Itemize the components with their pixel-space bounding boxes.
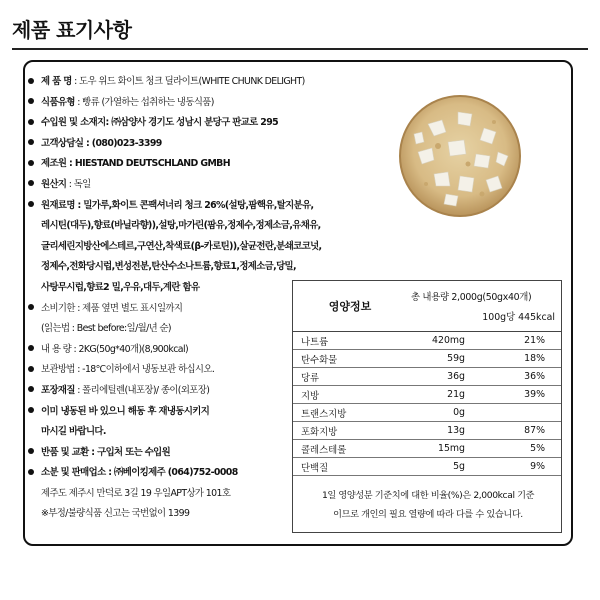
ingredients-line: 글리세린지방산에스테르,구연산,착색료(β-카로틴)),살균전란,분쇄코코넛, bbox=[41, 240, 322, 252]
table-row: 트랜스지방 0g bbox=[293, 404, 561, 422]
product-info-list bbox=[28, 72, 322, 525]
bullet-icon bbox=[28, 98, 34, 104]
bullet-icon bbox=[28, 366, 34, 372]
bullet-icon bbox=[28, 345, 34, 351]
capacity-row: 내 용 량 : 2KG(50g*40개)(8,900kcal) bbox=[28, 340, 308, 361]
return-row: 반품 및 교환 : 구입처 또는 수입원 bbox=[28, 443, 308, 464]
nutrition-footnote: 1일 영양성분 기준치에 대한 비율(%)은 2,000kcal 기준 이므로 개인의 필요 열량에 따라 다를 수 있습니다. bbox=[321, 490, 535, 520]
food-type-row: 식품유형 : 빵류 (가열하는 섭취하는 냉동식품) bbox=[28, 93, 308, 114]
maker-row: 제조원 : HIESTAND DEUTSCHLAND GMBH bbox=[28, 154, 308, 175]
phone-row: 고객상담실 : (080)023-3399 bbox=[28, 134, 308, 155]
table-row: 나트륨 420mg 21% bbox=[293, 332, 561, 350]
ingredients-row: 원재료명 : 밀가루,화이트 콘팩셔너리 청크 26%(설탕,팜핵유,탈지분유, bbox=[28, 196, 308, 217]
ingredients-line: 정제수,전화당시럽,변성전분,탄산수소나트륨,향료1,정제소금,당밀, bbox=[41, 261, 296, 273]
bullet-icon bbox=[28, 407, 34, 413]
importer-row: 수입원 및 소재지: ㈜삼양사 경기도 성남시 분당구 판교로 295 bbox=[28, 113, 308, 134]
origin-row: 원산지 : 독일 bbox=[28, 175, 308, 196]
cookie-image bbox=[398, 94, 522, 218]
ingredients-line: 레시틴(대두),향료(바닐라향)),설탕,마가린(팜유,정제수,정제소금,유채유, bbox=[41, 220, 321, 232]
nutrition-total: 총 내용량 2,000g(50gx40개) bbox=[411, 292, 532, 303]
packaging-row: 포장재질 : 폴리에틸렌(내포장)/ 종이(외포장) bbox=[28, 381, 308, 402]
cookie-photo bbox=[398, 94, 522, 218]
bullet-icon bbox=[28, 160, 34, 166]
nutrition-table bbox=[292, 280, 562, 533]
nutrition-header bbox=[293, 281, 561, 332]
bullet-icon bbox=[28, 78, 34, 84]
shelf-life-row: 소비기한 : 제품 옆면 별도 표시일까지 bbox=[28, 299, 308, 320]
refreeze-warning: 이미 냉동된 바 있으니 해동 후 재냉동시키지 bbox=[28, 402, 308, 423]
table-row: 탄수화물 59g 18% bbox=[293, 350, 561, 368]
table-row: 단백질 5g 9% bbox=[293, 458, 561, 476]
bullet-icon bbox=[28, 386, 34, 392]
table-row: 포화지방 13g 87% bbox=[293, 422, 561, 440]
bullet-icon bbox=[28, 180, 34, 186]
bullet-icon bbox=[28, 304, 34, 310]
refreeze-warning-cont: 마시길 바랍니다. bbox=[41, 426, 106, 438]
shelf-life-note: (읽는법 : Best before:일/월/년 순) bbox=[41, 323, 171, 335]
bullet-icon bbox=[28, 469, 34, 475]
product-name-row: 제 품 명 : 도우 위드 화이트 청크 딜라이트(WHITE CHUNK DELIGHT) bbox=[28, 72, 308, 93]
nutrition-per: 100g당 445kcal bbox=[482, 312, 555, 323]
report-note: ※부정/불량식품 신고는 국번없이 1399 bbox=[41, 508, 190, 520]
storage-row: 보관방법 : -18℃이하에서 냉동보관 하십시오. bbox=[28, 360, 308, 381]
nutrition-title: 영양정보 bbox=[328, 300, 372, 313]
bullet-icon bbox=[28, 201, 34, 207]
seller-row: 소분 및 판매업소 : ㈜베이킹제주 (064)752-0008 bbox=[28, 463, 308, 484]
bullet-icon bbox=[28, 119, 34, 125]
bullet-icon bbox=[28, 139, 34, 145]
page-title: 제품 표기사항 bbox=[12, 18, 132, 42]
seller-address: 제주도 제주시 만덕로 3길 19 우일APT상가 101호 bbox=[41, 487, 231, 499]
title-divider bbox=[12, 48, 588, 50]
ingredients-line: 사탕무시럽,향료2 밀,우유,대두,계란 함유 bbox=[41, 281, 200, 293]
bullet-icon bbox=[28, 448, 34, 454]
table-row: 지방 21g 39% bbox=[293, 386, 561, 404]
table-row: 당류 36g 36% bbox=[293, 368, 561, 386]
table-row: 콜레스테롤 15mg 5% bbox=[293, 440, 561, 458]
